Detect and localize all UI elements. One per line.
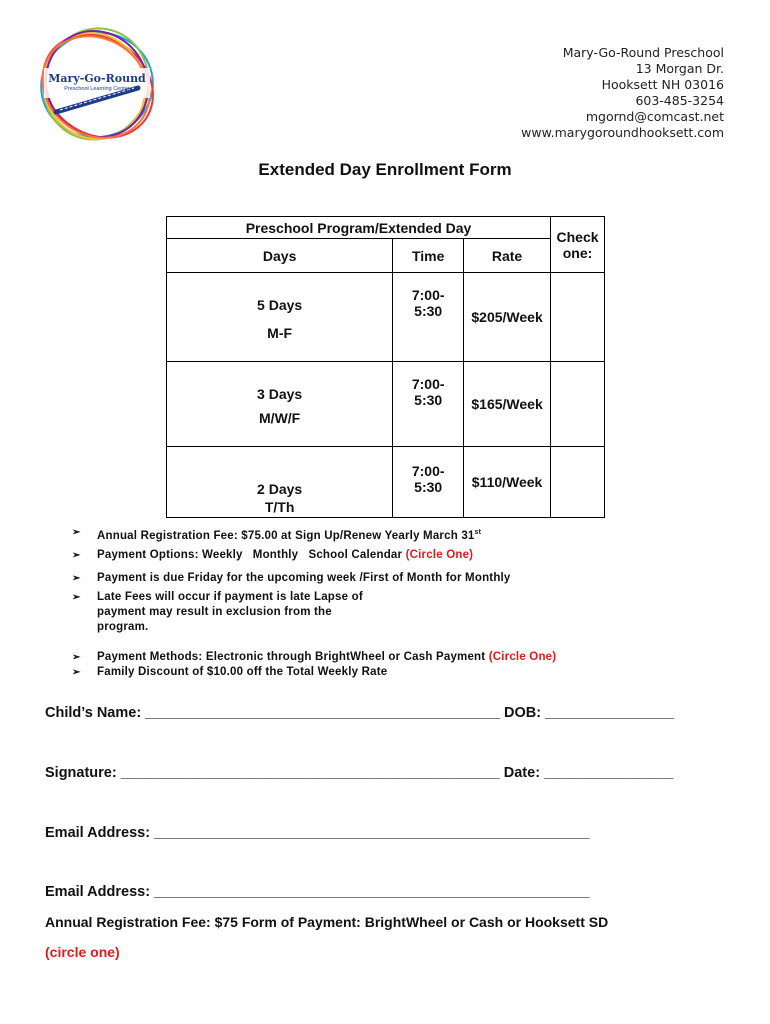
row-time: 7:00- 5:30: [393, 447, 464, 518]
program-rate-table: [166, 216, 605, 518]
signature-date-field[interactable]: Signature: _______________________________________________ Date: ________________: [45, 765, 674, 781]
payment-due-text: Payment is due Friday for the upcoming week /First of Month for Monthly: [97, 571, 511, 584]
row-days: 2 Days: [257, 481, 303, 497]
circle-one-footer: (circle one): [45, 944, 120, 960]
address-phone: 603-485-3254: [635, 93, 724, 108]
address-website: www.marygoroundhooksett.com: [521, 125, 724, 140]
row-days-sub: M/W/F: [259, 410, 301, 426]
row-rate: $110/Week: [464, 447, 551, 518]
table-row: [167, 362, 605, 447]
family-discount-text: Family Discount of $10.00 off the Total Weekly Rate: [97, 665, 388, 678]
row-check-box[interactable]: [551, 447, 605, 518]
list-item: [72, 590, 632, 635]
list-item: [72, 571, 632, 586]
days-column-header: Days: [167, 239, 393, 273]
arrow-bullet-icon: ➢: [72, 527, 81, 538]
arrow-bullet-icon: ➢: [72, 549, 81, 561]
row-days: 3 Days: [257, 386, 303, 402]
row-check-box[interactable]: [551, 362, 605, 447]
logo-name: Mary-Go-Round: [48, 72, 146, 85]
row-days: 5 Days: [257, 297, 303, 313]
page-title: Extended Day Enrollment Form: [258, 160, 512, 179]
address-email: mgornd@comcast.net: [585, 109, 724, 124]
row-time: 7:00- 5:30: [393, 273, 464, 362]
registration-fee-text: Annual Registration Fee: $75.00 at Sign Up/Renew Yearly March 31: [97, 529, 475, 542]
child-name-dob-field[interactable]: Child’s Name: ____________________________________________ DOB: ________________: [45, 705, 675, 721]
row-rate: $165/Week: [464, 362, 551, 447]
policy-bullet-list: [72, 525, 632, 680]
row-time: 7:00- 5:30: [393, 362, 464, 447]
list-item: [72, 548, 632, 563]
arrow-bullet-icon: ➢: [72, 666, 81, 678]
list-item: [72, 665, 632, 680]
arrow-bullet-icon: ➢: [72, 572, 81, 584]
email-field-1[interactable]: Email Address: ______________________________________________________: [45, 825, 590, 841]
row-check-box[interactable]: [551, 273, 605, 362]
registration-payment-note: Annual Registration Fee: $75 Form of Payment: BrightWheel or Cash or Hooksett SD: [45, 914, 609, 930]
payment-options-text: Payment Options: Weekly Monthly School Calendar: [97, 548, 406, 561]
program-header: Preschool Program/Extended Day: [167, 217, 551, 239]
payment-methods-text: Payment Methods: Electronic through BrightWheel or Cash Payment: [97, 650, 489, 663]
check-column-header: Check one:: [551, 217, 605, 273]
table-row: [167, 273, 605, 362]
school-address: [521, 45, 724, 141]
logo-tagline: Preschool Learning Center: [64, 86, 130, 92]
address-school-name: Mary-Go-Round Preschool: [562, 45, 724, 60]
arrow-bullet-icon: ➢: [72, 651, 81, 663]
row-days-sub: M-F: [267, 325, 293, 341]
time-column-header: Time: [393, 239, 464, 273]
list-item: [72, 525, 632, 544]
rate-column-header: Rate: [464, 239, 551, 273]
row-rate: $205/Week: [464, 273, 551, 362]
late-fees-text: Late Fees will occur if payment is late Lapse of payment may result in exclusion from the program.: [97, 590, 363, 633]
list-item: [72, 650, 632, 665]
address-street: 13 Morgan Dr.: [635, 61, 724, 76]
circle-one-note: (Circle One): [488, 650, 557, 663]
table-row: [167, 447, 605, 518]
registration-fee-sup: st: [474, 529, 482, 536]
circle-one-note: (Circle One): [405, 548, 474, 561]
arrow-bullet-icon: ➢: [72, 591, 81, 603]
school-logo: [34, 24, 160, 146]
email-field-2[interactable]: Email Address: ______________________________________________________: [45, 884, 590, 900]
row-days-sub: T/Th: [264, 499, 295, 515]
address-city: Hooksett NH 03016: [601, 77, 724, 92]
